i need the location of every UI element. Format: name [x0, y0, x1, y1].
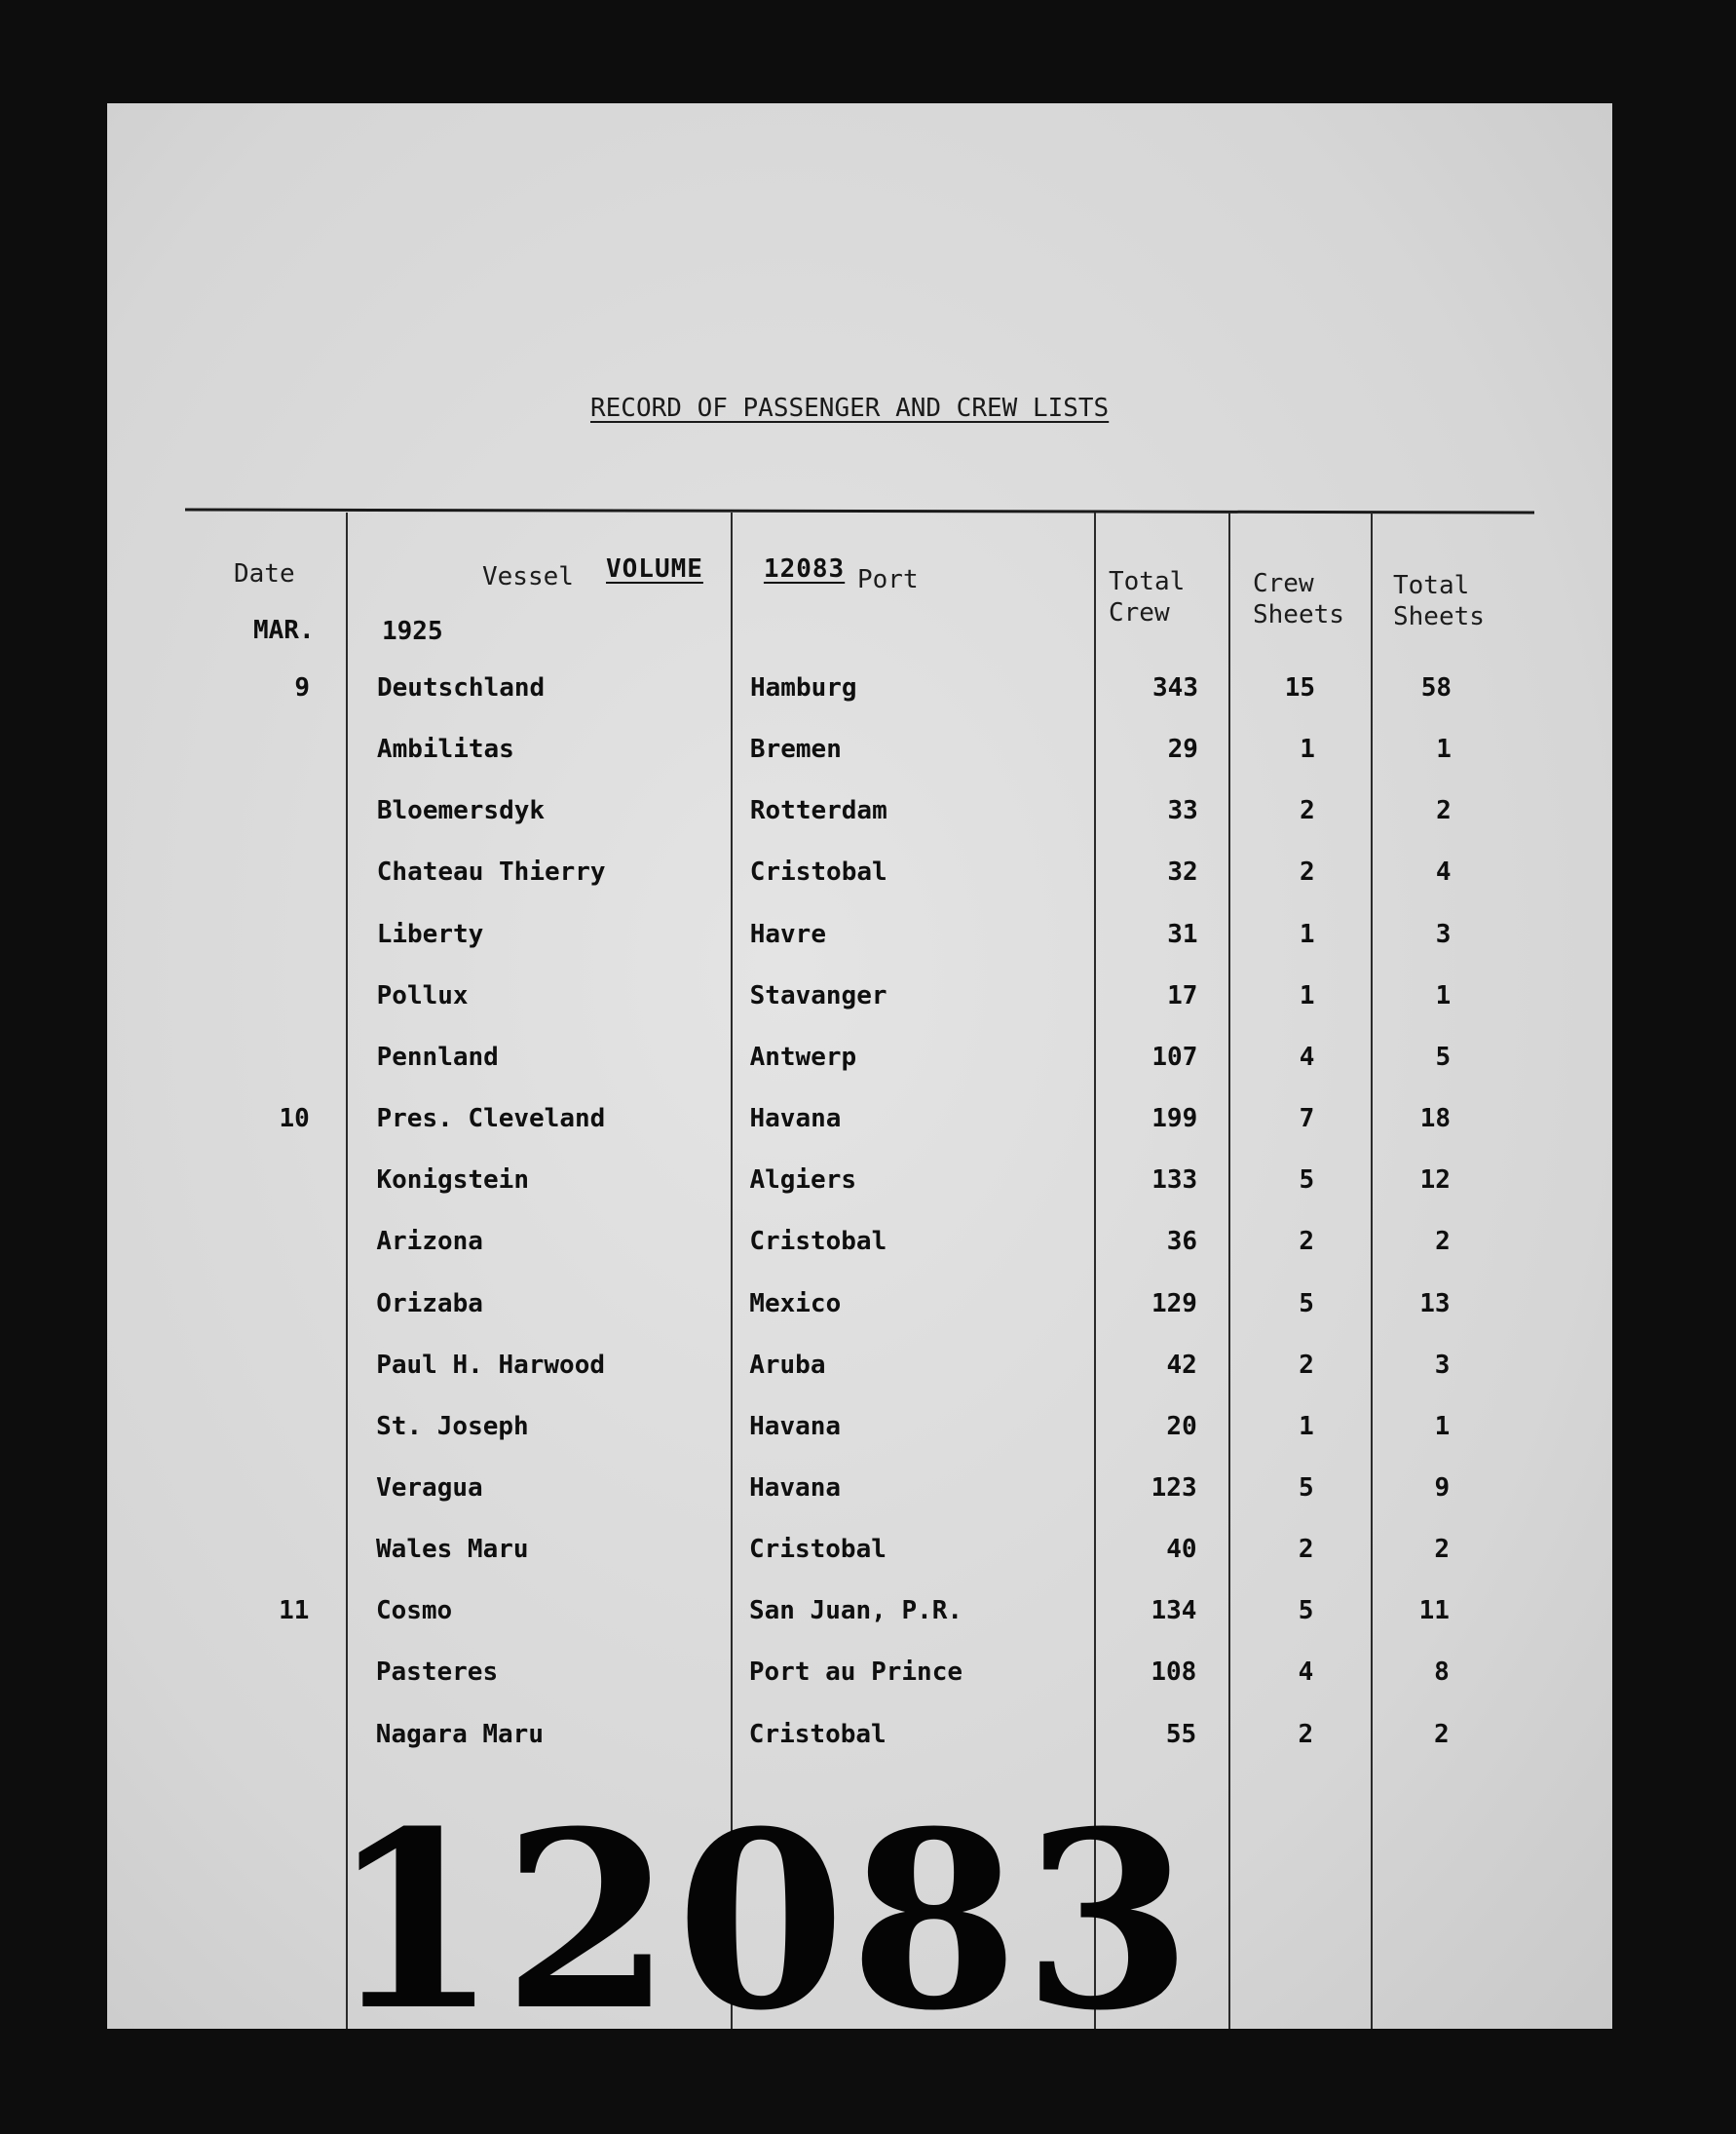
row-crew-sheets: 2	[1300, 857, 1315, 888]
row-port: Port au Prince	[748, 1658, 963, 1688]
volume-number: 12083	[763, 554, 846, 584]
row-port: Cristobal	[749, 1227, 887, 1257]
document-page	[107, 103, 1612, 2029]
volume-stamp: 12083	[329, 1777, 1196, 2029]
volume-label: VOLUME	[606, 554, 703, 584]
row-crew-sheets: 2	[1298, 1719, 1314, 1749]
row-crew-sheets: 1	[1299, 919, 1315, 949]
row-port: Havana	[749, 1104, 842, 1134]
row-total-crew: 29	[1167, 735, 1198, 765]
row-vessel: Pasteres	[375, 1658, 499, 1688]
row-crew-sheets: 2	[1300, 796, 1315, 826]
row-total-sheets: 4	[1435, 857, 1452, 888]
row-total-crew: 199	[1151, 1104, 1198, 1134]
row-vessel: St. Joseph	[376, 1411, 529, 1441]
row-crew-sheets: 1	[1299, 1411, 1314, 1441]
row-vessel: Paul H. Harwood	[376, 1350, 606, 1380]
row-date: 11	[279, 1596, 310, 1626]
row-crew-sheets: 4	[1298, 1658, 1314, 1688]
row-vessel: Bloemersdyk	[376, 796, 546, 826]
row-total-sheets: 2	[1436, 796, 1452, 826]
row-crew-sheets: 1	[1300, 735, 1315, 765]
row-total-sheets: 1	[1435, 980, 1452, 1010]
row-crew-sheets: 2	[1298, 1535, 1314, 1565]
row-crew-sheets: 5	[1298, 1472, 1314, 1503]
row-vessel: Pres. Cleveland	[376, 1104, 606, 1134]
header-crew-sheets-1: Crew	[1253, 569, 1314, 598]
row-crew-sheets: 7	[1299, 1104, 1315, 1134]
row-total-sheets: 1	[1436, 735, 1452, 765]
volume-heading	[606, 554, 845, 584]
row-vessel: Veragua	[376, 1472, 483, 1503]
row-total-sheets: 18	[1419, 1104, 1452, 1134]
row-vessel: Pennland	[376, 1042, 499, 1072]
row-total-sheets: 8	[1434, 1658, 1450, 1688]
row-port: Cristobal	[749, 857, 887, 888]
row-vessel: Orizaba	[376, 1288, 483, 1318]
row-total-crew: 107	[1151, 1042, 1198, 1072]
column-divider-total-crew	[1228, 513, 1230, 2029]
row-vessel: Nagara Maru	[375, 1719, 544, 1749]
row-total-crew: 20	[1166, 1411, 1197, 1441]
row-total-sheets: 12	[1419, 1165, 1451, 1196]
header-crew-sheets-2: Sheets	[1253, 600, 1344, 629]
column-divider-crew-sheets	[1371, 513, 1373, 2029]
row-total-sheets: 2	[1435, 1227, 1451, 1257]
row-total-crew: 108	[1151, 1658, 1197, 1688]
row-port: Havana	[749, 1411, 842, 1441]
row-vessel: Deutschland	[377, 673, 546, 703]
row-total-sheets: 3	[1434, 1350, 1451, 1380]
row-total-sheets: 1	[1434, 1411, 1451, 1441]
row-total-crew: 32	[1167, 857, 1198, 888]
row-port: Aruba	[749, 1350, 826, 1380]
row-total-crew: 55	[1165, 1719, 1197, 1749]
row-total-crew: 343	[1152, 673, 1198, 703]
row-port: Bremen	[749, 735, 842, 765]
row-total-sheets: 11	[1418, 1596, 1450, 1626]
row-port: Cristobal	[748, 1719, 887, 1749]
row-vessel: Konigstein	[376, 1165, 529, 1196]
row-port: Mexico	[749, 1288, 842, 1318]
row-vessel: Cosmo	[375, 1596, 453, 1626]
row-vessel: Arizona	[376, 1227, 483, 1257]
row-port: Rotterdam	[749, 796, 887, 826]
header-rule	[185, 509, 1534, 514]
row-crew-sheets: 5	[1299, 1288, 1314, 1318]
row-port: Algiers	[749, 1165, 857, 1196]
row-crew-sheets: 5	[1298, 1596, 1314, 1626]
row-total-crew: 134	[1151, 1596, 1197, 1626]
header-vessel: Vessel	[482, 562, 574, 591]
row-total-crew: 33	[1167, 796, 1198, 826]
row-total-crew: 36	[1166, 1227, 1198, 1257]
row-vessel: Ambilitas	[376, 735, 514, 765]
row-port: Havre	[749, 919, 826, 949]
row-port: Cristobal	[749, 1535, 887, 1565]
row-vessel: Pollux	[376, 980, 469, 1010]
row-total-crew: 133	[1151, 1165, 1198, 1196]
row-vessel: Liberty	[376, 919, 484, 949]
header-total-crew-2: Crew	[1109, 598, 1170, 628]
row-port: Hamburg	[750, 673, 857, 703]
row-total-crew: 42	[1166, 1350, 1197, 1380]
row-crew-sheets: 5	[1299, 1165, 1315, 1196]
row-total-crew: 123	[1151, 1472, 1197, 1503]
row-port: Havana	[749, 1472, 841, 1503]
row-crew-sheets: 2	[1299, 1350, 1314, 1380]
row-total-sheets: 9	[1434, 1472, 1451, 1503]
header-total-sheets-1: Total	[1393, 571, 1470, 600]
row-total-sheets: 2	[1434, 1535, 1451, 1565]
row-total-sheets: 3	[1435, 919, 1452, 949]
row-crew-sheets: 1	[1299, 980, 1315, 1010]
row-total-crew: 40	[1166, 1535, 1197, 1565]
row-total-crew: 129	[1151, 1288, 1197, 1318]
row-port: San Juan, P.R.	[748, 1596, 963, 1626]
row-port: Antwerp	[749, 1042, 857, 1072]
row-date: 10	[279, 1104, 310, 1134]
row-total-sheets: 2	[1433, 1719, 1450, 1749]
row-vessel: Chateau Thierry	[376, 857, 606, 888]
year-label: 1925	[382, 617, 443, 646]
header-date: Date	[234, 559, 295, 589]
row-port: Stavanger	[749, 980, 887, 1010]
row-crew-sheets: 2	[1299, 1227, 1315, 1257]
header-total-sheets-2: Sheets	[1393, 602, 1485, 631]
month-label: MAR.	[253, 616, 315, 645]
row-crew-sheets: 15	[1284, 673, 1315, 703]
row-total-sheets: 58	[1420, 673, 1452, 703]
row-crew-sheets: 4	[1299, 1042, 1315, 1072]
row-total-crew: 31	[1167, 919, 1198, 949]
document-title: RECORD OF PASSENGER AND CREW LISTS	[590, 394, 1110, 423]
row-total-sheets: 13	[1419, 1288, 1451, 1318]
header-total-crew-1: Total	[1109, 567, 1186, 596]
row-vessel: Wales Maru	[376, 1535, 529, 1565]
row-date: 9	[294, 673, 310, 703]
row-total-crew: 17	[1167, 980, 1198, 1010]
row-total-sheets: 5	[1435, 1042, 1452, 1072]
header-port: Port	[857, 565, 919, 594]
